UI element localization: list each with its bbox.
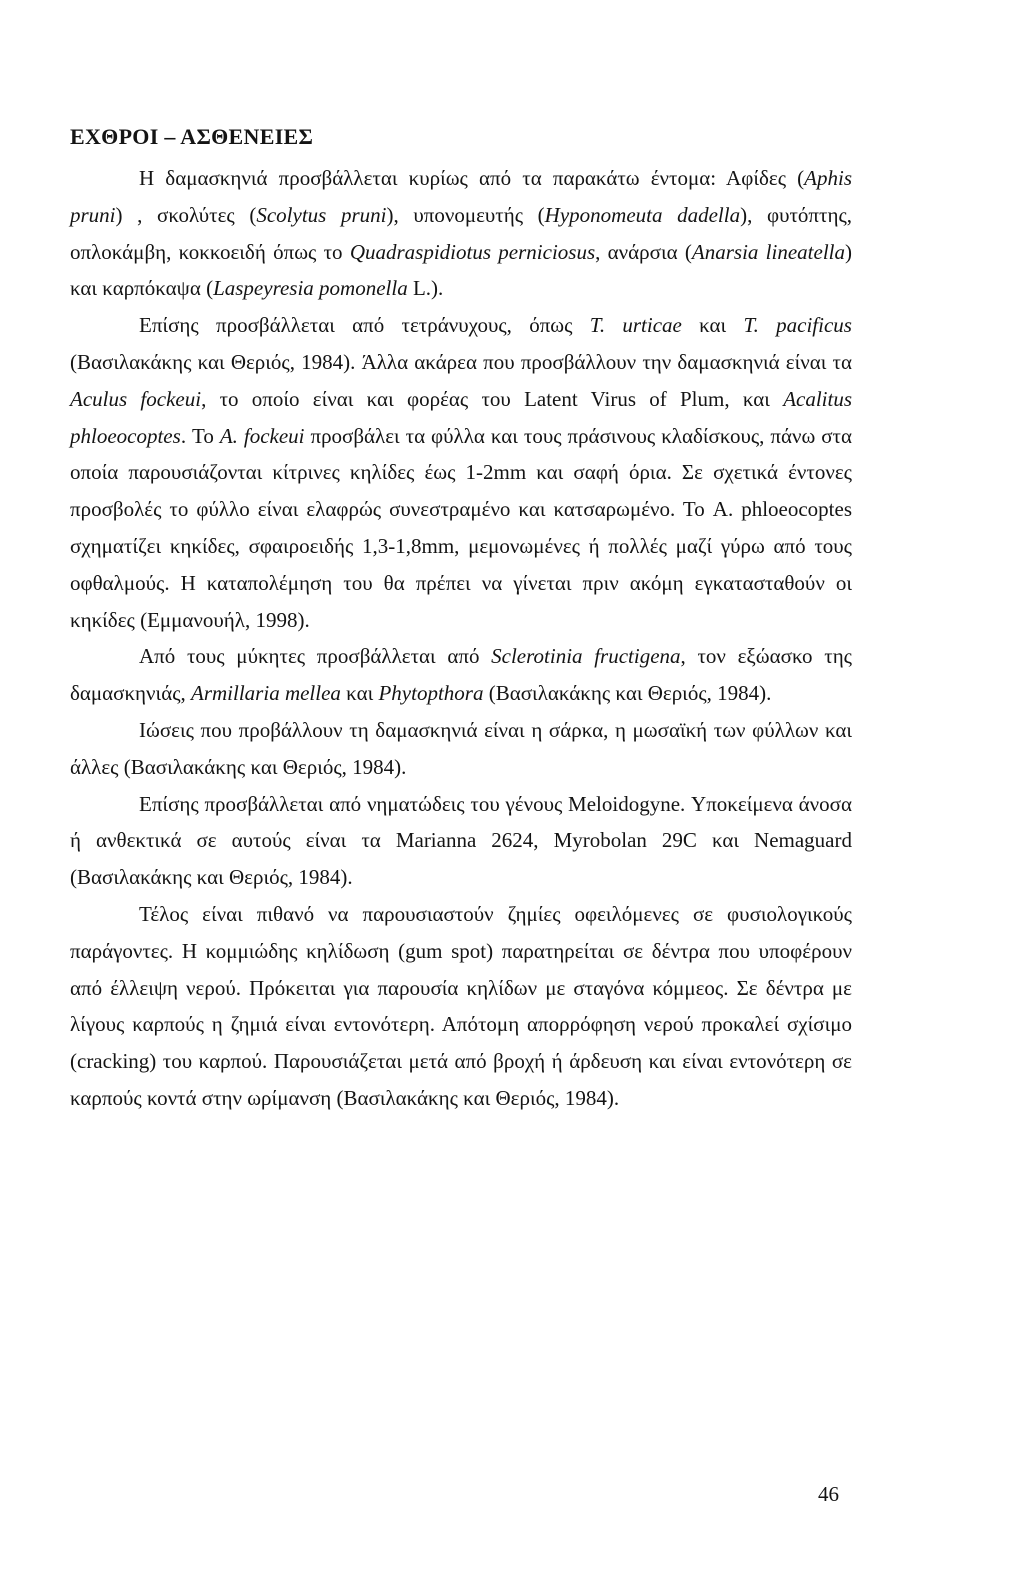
paragraph-nematodes xyxy=(70,786,852,896)
text-run: ) , σκολύτες ( xyxy=(115,202,257,227)
text-run: L.). xyxy=(407,276,444,301)
italic-run: Phytopthora xyxy=(378,681,484,706)
text-run: Ιώσεις που προβάλλουν τη δαμασκηνιά είναι η σάρκα, η μωσαϊκή των φύλλων και άλλες (Βασιλακάκης και Θεριός, 1984). xyxy=(70,717,852,779)
text-run: ), φυτόπτης, οπλοκάμβη, κοκκοειδή όπως το xyxy=(70,202,853,264)
italic-run: Laspeyresia pomonella xyxy=(213,276,408,301)
text-run: , ανάρσια ( xyxy=(595,239,692,264)
text-run: Η δαμασκηνιά προσβάλλεται κυρίως από τα παρακάτω έντομα: Αφίδες ( xyxy=(139,166,805,190)
italic-run: Aphis pruni xyxy=(70,166,852,227)
paragraph-insects xyxy=(70,160,852,307)
italic-run: T. pacificus xyxy=(743,313,852,338)
text-run: . Το xyxy=(180,423,220,448)
text-run: προσβάλει τα φύλλα και τους πράσινους κλαδίσκους, πάνω στα οποία παρουσιάζονται κίτρινες κηλίδες έως 1-2mm και σαφή όρια. Σε σχετικά έντονες προσβολές το φύλλο είναι ελαφρώς συνεστραμένο και κατσαρωμένο. Το A. phloeocoptes σχηματίζει κηκίδες, σφαιροειδής 1,3-1,8mm, μεμονωμένες ή πολλές μαζί γύρω από τους οφθαλμούς. Η καταπολέμηση του θα πρέπει να γίνεται πριν ακόμη εγκατασταθούν οι κηκίδες (Εμμανουήλ, 1998). xyxy=(70,423,852,632)
italic-run: A. fockeui xyxy=(219,423,305,448)
paragraph-mites xyxy=(70,307,852,638)
section-heading: ΕΧΘΡΟΙ – ΑΣΘΕΝΕΙΕΣ xyxy=(70,124,314,149)
italic-run: Aculus fockeui xyxy=(70,386,202,411)
italic-run: Armillaria mellea xyxy=(191,681,341,706)
paragraph-fungi xyxy=(70,638,852,712)
italic-run: Quadraspidiotus perniciosus xyxy=(349,239,596,264)
italic-run: Sclerotinia fructigena xyxy=(491,644,681,669)
text-run: (Βασιλακάκης και Θεριός, 1984). Άλλα ακάρεα που προσβάλλουν την δαμασκηνιά είναι τα xyxy=(70,349,852,374)
italic-run: T. urticae xyxy=(589,313,682,338)
text-run: , το οποίο είναι και φορέας του Latent Virus of Plum, και xyxy=(201,386,784,411)
text-run: , τον εξώασκο της δαμασκηνιάς, xyxy=(70,644,852,706)
text-run: Τέλος είναι πιθανό να παρουσιαστούν ζημίες οφειλόμενες σε φυσιολογικούς παράγοντες. Η κομμιώδης κηλίδωση (gum spot) παρατηρείται σε δέντρα που υποφέρουν από έλλειψη νερού. Πρόκειται για παρουσία κηλίδων με σταγόνα κόμμεος. Σε δέντρα με λίγους καρπούς η ζημιά είναι εντονότερη. Απότομη απορρόφηση νερού προκαλεί σχίσιμο (cracking) του καρπού. Παρουσιάζεται μετά από βροχή ή άρδευση και είναι εντονότερη σε καρπούς κοντά στην ωρίμανση (Βασιλακάκης και Θεριός, 1984). xyxy=(70,901,852,1110)
italic-run: Scolytus pruni xyxy=(256,202,387,227)
text-run: Επίσης προσβάλλεται από νηματώδεις του γένους Meloidogyne. Υποκείμενα άνοσα ή ανθεκτικά σε αυτούς είναι τα Marianna 2624, Myrobolan 29C και Nemaguard (Βασιλακάκης και Θεριός, 1984). xyxy=(70,791,852,890)
text-run: και xyxy=(340,681,379,706)
text-run: Επίσης προσβάλλεται από τετράνυχους, όπως xyxy=(139,313,590,338)
body-text xyxy=(70,160,852,1117)
text-run: ), υπονομευτής ( xyxy=(386,202,545,227)
page-number: 46 xyxy=(818,1482,839,1506)
text-run: ) και καρπόκαψα ( xyxy=(70,239,852,301)
italic-run: Anarsia lineatella xyxy=(691,239,845,264)
paragraph-physiological xyxy=(70,896,852,1117)
italic-run: Hyponomeuta dadella xyxy=(544,202,741,227)
text-run: (Βασιλακάκης και Θεριός, 1984). xyxy=(483,681,772,706)
text-run: Από τους μύκητες προσβάλλεται από xyxy=(139,644,492,669)
text-run: και xyxy=(681,313,744,338)
paragraph-viruses xyxy=(70,712,852,786)
italic-run: Acalitus phloeocoptes xyxy=(70,386,853,448)
